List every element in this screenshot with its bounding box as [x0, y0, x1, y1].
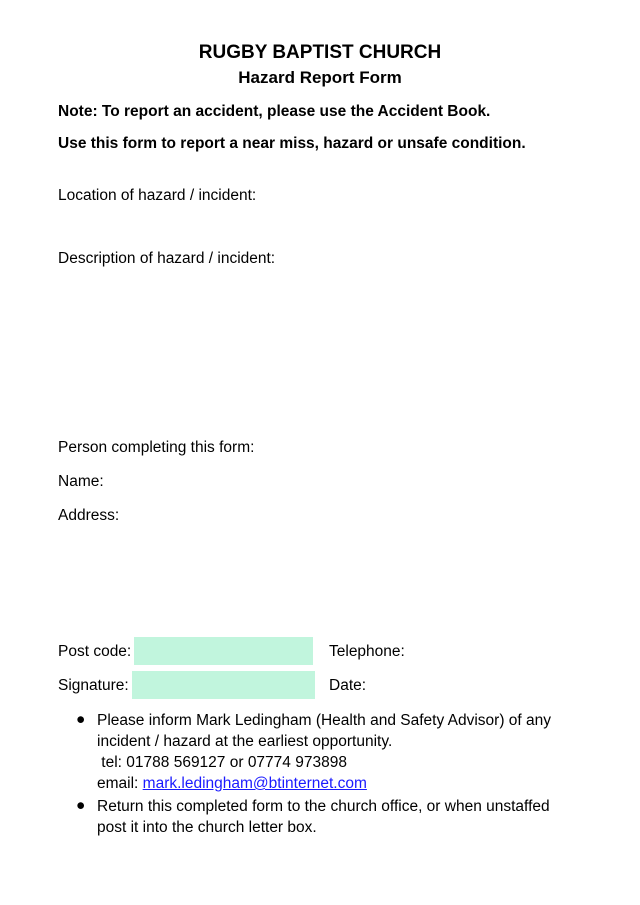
bullet-icon: ● — [76, 797, 86, 814]
person-label: Person completing this form: — [58, 439, 255, 456]
contact-email-line — [97, 773, 551, 794]
postcode-field[interactable] — [134, 637, 313, 665]
address-label: Address: — [58, 507, 120, 524]
contact-phone: tel: 01788 569127 or 07774 973898 — [97, 754, 347, 771]
telephone-label: Telephone: — [329, 643, 405, 660]
usage-note: Use this form to report a near miss, hazard or unsafe condition. — [58, 135, 526, 152]
location-label: Location of hazard / incident: — [58, 187, 257, 204]
church-name: RUGBY BAPTIST CHURCH — [198, 42, 442, 63]
return-line-1: Return this completed form to the church office, or when unstaffed — [97, 798, 550, 815]
contact-line-2: incident / hazard at the earliest opportunity. — [97, 733, 393, 750]
return-line-2: post it into the church letter box. — [97, 819, 317, 836]
description-label: Description of hazard / incident: — [58, 250, 276, 267]
contact-info — [97, 710, 551, 794]
form-title: Hazard Report Form — [238, 68, 402, 87]
signature-field[interactable] — [132, 671, 315, 699]
contact-line-1: Please inform Mark Ledingham (Health and Safety Advisor) of any — [97, 712, 552, 729]
postcode-label: Post code: — [58, 643, 132, 660]
bullet-icon: ● — [76, 711, 86, 728]
date-label: Date: — [329, 677, 367, 694]
signature-label: Signature: — [58, 677, 129, 694]
return-info — [97, 796, 550, 838]
email-link[interactable]: mark.ledingham@btinternet.com — [142, 775, 367, 792]
email-prefix: email: — [97, 775, 143, 792]
name-label: Name: — [58, 473, 104, 490]
accident-note: Note: To report an accident, please use the Accident Book. — [58, 103, 491, 120]
